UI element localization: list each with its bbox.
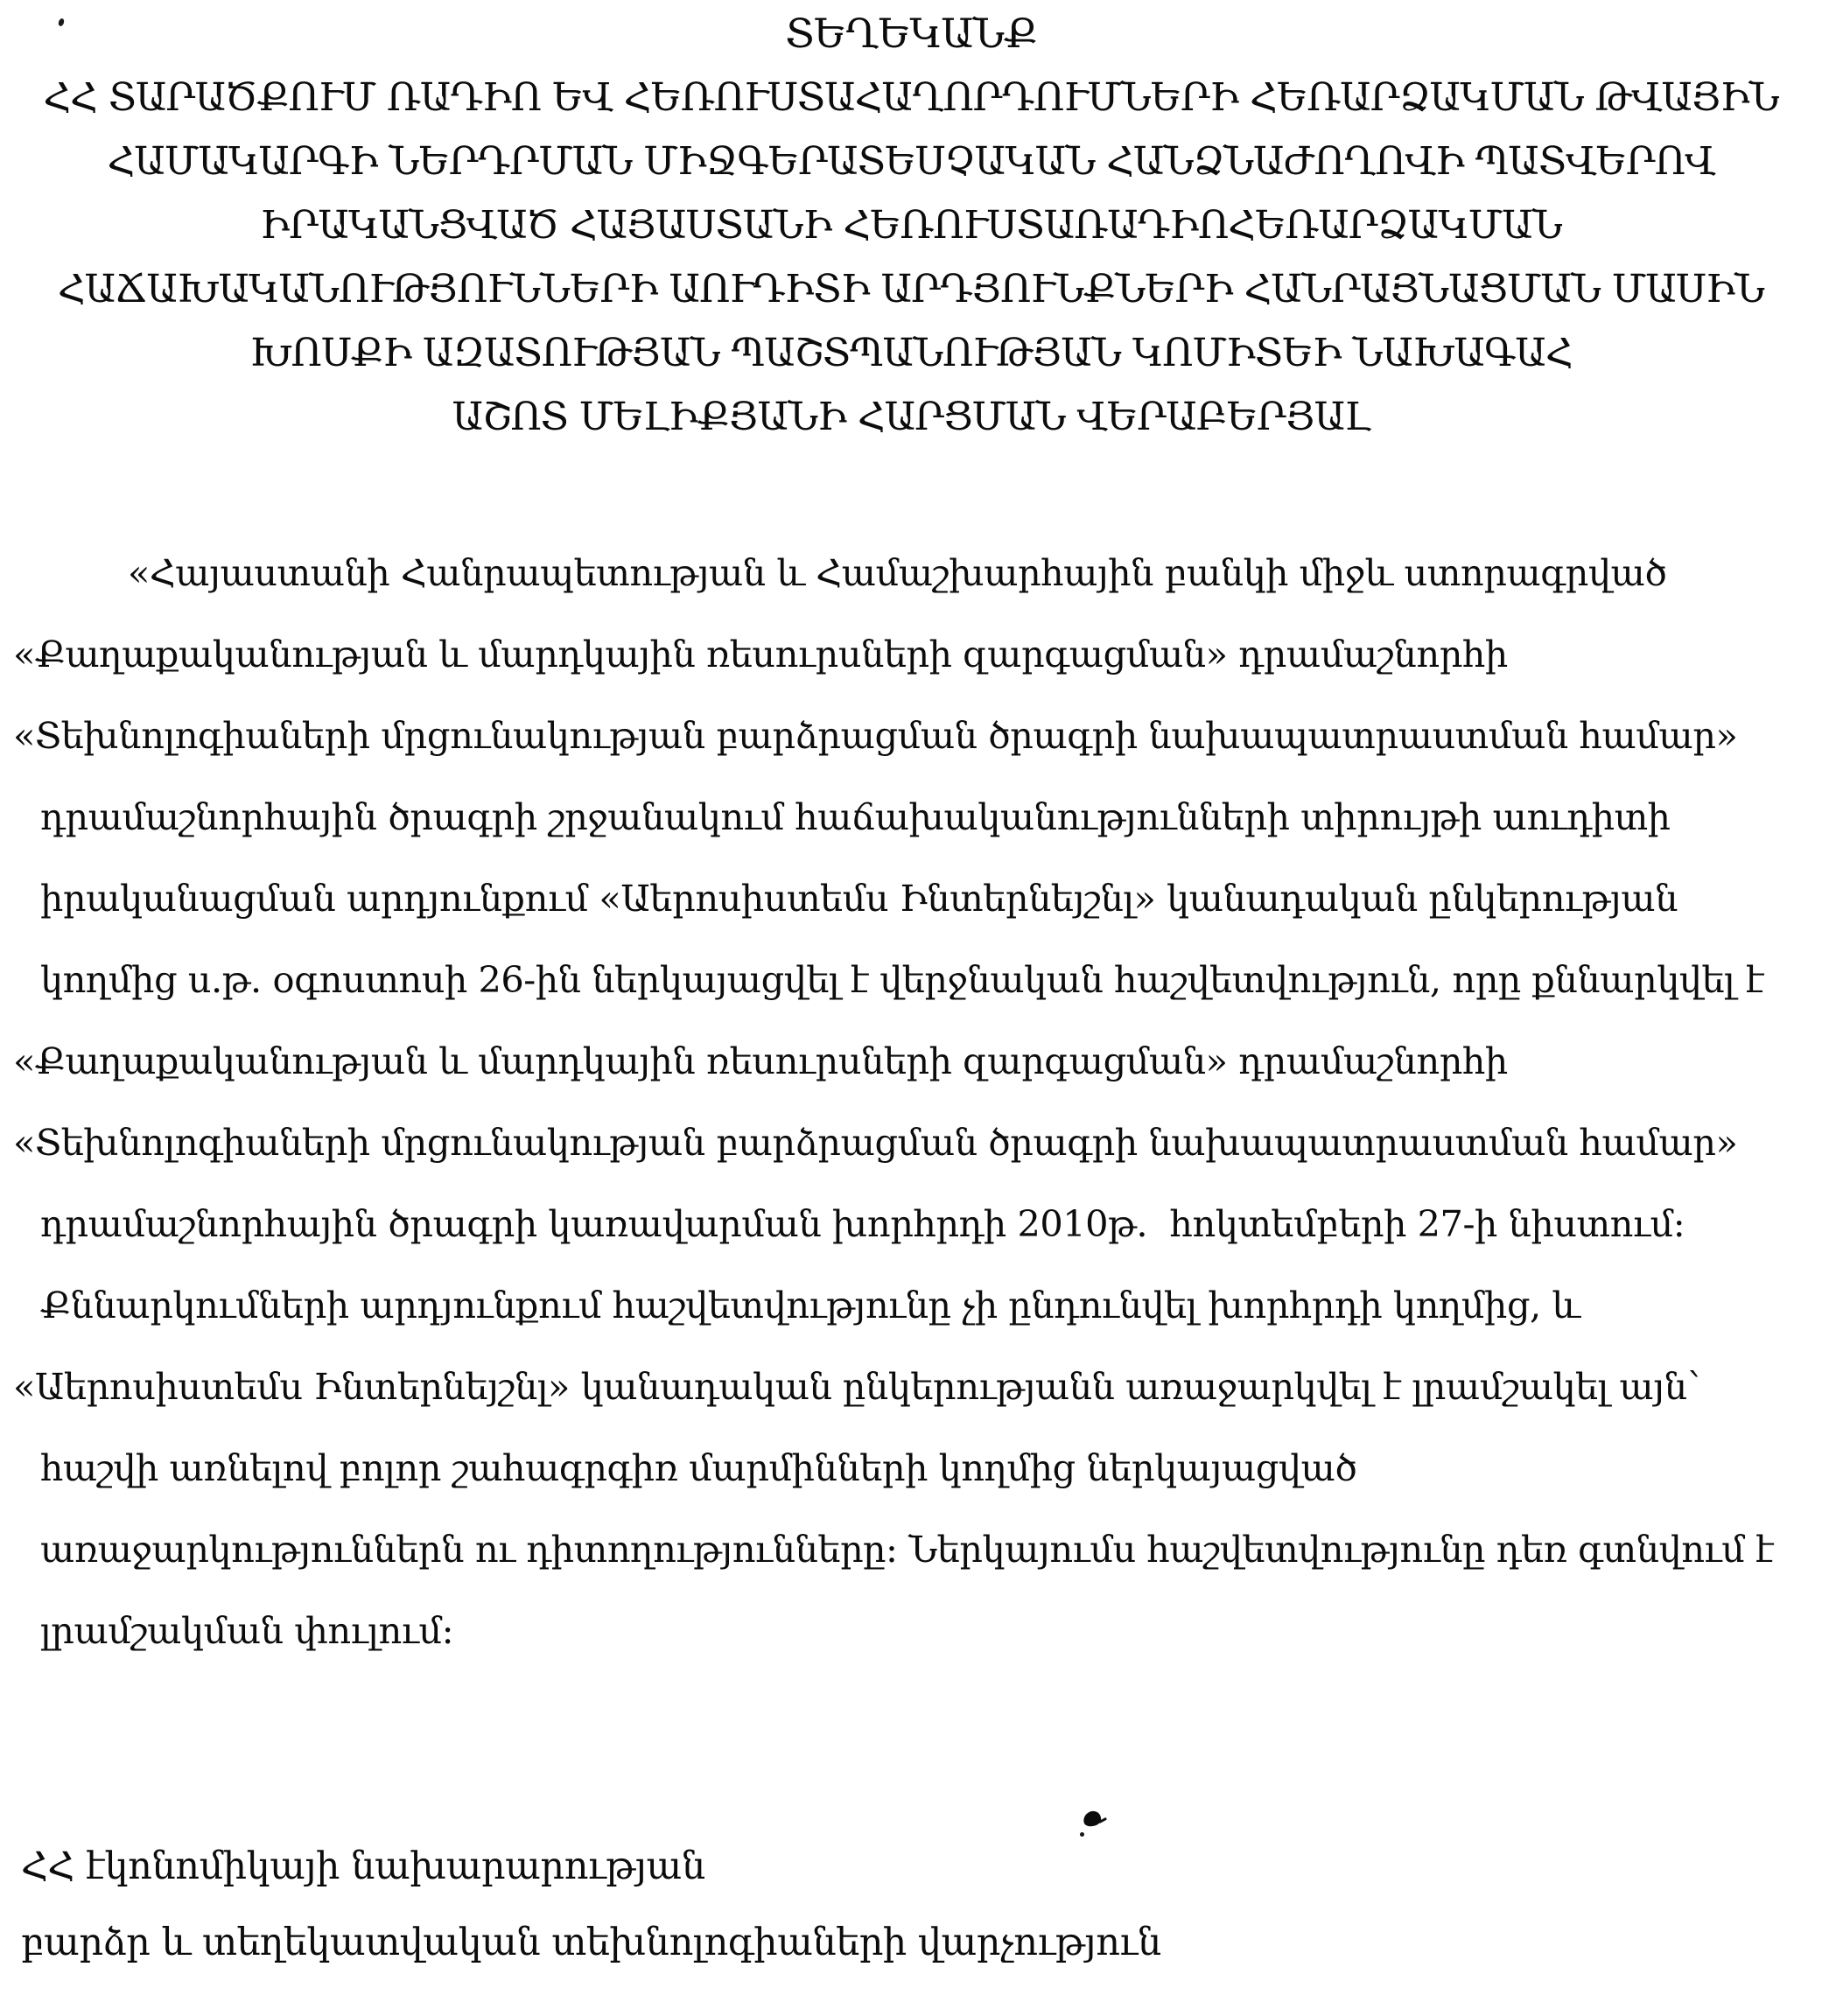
title-line: ՀԱՄԱԿԱՐԳԻ ՆԵՐԴՐՄԱՆ ՄԻՋԳԵՐԱՏԵՍՉԱԿԱՆ ՀԱՆՁՆԱԺՈՂՈՎԻ ՊԱՏՎԵՐՈՎ	[107, 139, 1715, 184]
paragraph-line: «Աերոսիստեմս Ինտերնեյշնլ» կանադական ընկերությանն առաջարկվել է լրամշակել այն՝	[13, 1365, 1700, 1408]
title-line: ԱՇՈՏ ՄԵԼԻՔՅԱՆԻ ՀԱՐՑՄԱՆ ՎԵՐԱԲԵՐՅԱԼ	[452, 395, 1370, 439]
paragraph-line: դրամաշնորհային ծրագրի կառավարման խորհրդի 2010թ. հոկտեմբերի 27-ի նիստում:	[40, 1202, 1685, 1245]
title-line: ՏԵՂԵԿԱՆՔ	[785, 10, 1037, 57]
title-line: ՀԱՃԱԽԱԿԱՆՈՒԹՅՈՒՆՆԵՐԻ ԱՈՒԴԻՏԻ ԱՐԴՅՈՒՆՔՆԵՐԻ ՀԱՆՐԱՅՆԱՑՄԱՆ ՄԱՍԻՆ	[58, 267, 1764, 312]
paragraph-line: իրականացման արդյունքում «Աերոսիստեմս Ինտերնեյշնլ» կանադական ընկերության	[40, 877, 1678, 920]
paragraph-line: «Տեխնոլոգիաների մրցունակության բարձրացման ծրագրի նախապատրաստման համար»	[13, 714, 1738, 757]
paragraph-line: «Տեխնոլոգիաների մրցունակության բարձրացման ծրագրի նախապատրաստման համար»	[13, 1121, 1738, 1164]
footer-line: ՀՀ էկոնոմիկայի նախարարության	[21, 1844, 705, 1888]
paragraph-line: դրամաշնորհային ծրագրի շրջանակում հաճախականությունների տիրույթի աուդիտի	[40, 795, 1671, 838]
paragraph-line: հաշվի առնելով բոլոր շահագրգիռ մարմինների կողմից ներկայացված	[40, 1446, 1357, 1489]
paragraph-line: «Քաղաքականության և մարդկային ռեսուրսների զարգացման» դրամաշնորհի	[13, 1040, 1508, 1082]
document-body	[13, 532, 1786, 1671]
paragraph-line: կողմից ս.թ. օգոստոսի 26-ին ներկայացվել է վերջնական հաշվետվություն, որը քննարկվել է	[40, 958, 1764, 1001]
footer-line: բարձր և տեղեկատվական տեխնոլոգիաների վարչություն	[21, 1921, 1161, 1964]
title-line: ՀՀ ՏԱՐԱԾՔՈՒՄ ՌԱԴԻՈ ԵՎ ՀԵՌՈՒՍՏԱՀԱՂՈՐԴՈՒՄՆԵՐԻ ՀԵՌԱՐՁԱԿՄԱՆ ԹՎԱՅԻՆ	[43, 75, 1779, 120]
paragraph-line: «Հայաստանի Հանրապետության և Համաշխարհային բանկի միջև ստորագրված	[128, 551, 1667, 594]
ink-blot-main	[1083, 1810, 1102, 1828]
paragraph-line: առաջարկություններն ու դիտողությունները: Ներկայումս հաշվետվությունը դեռ գտնվում է	[40, 1528, 1774, 1571]
paragraph-line: Քննարկումների արդյունքում հաշվետվությունը չի ընդունվել խորհրդի կողմից, և	[40, 1284, 1580, 1326]
paragraph-line: «Քաղաքականության և մարդկային ռեսուրսների զարգացման» դրամաշնորհի	[13, 633, 1508, 676]
paragraph-line: լրամշակման փուլում:	[40, 1609, 454, 1652]
title-line: ԽՈՍՔԻ ԱԶԱՏՈՒԹՅԱՆ ՊԱՇՏՊԱՆՈՒԹՅԱՆ ԿՈՄԻՏԵԻ ՆԱԽԱԳԱՀ	[249, 331, 1573, 375]
title-line: ԻՐԱԿԱՆՑՎԱԾ ՀԱՅԱՍՏԱՆԻ ՀԵՌՈՒՍՏԱՌԱԴԻՈՀԵՌԱՐՁԱԿՄԱՆ	[260, 203, 1562, 248]
document-title	[0, 2, 1822, 449]
signature-block	[21, 1829, 1161, 1981]
